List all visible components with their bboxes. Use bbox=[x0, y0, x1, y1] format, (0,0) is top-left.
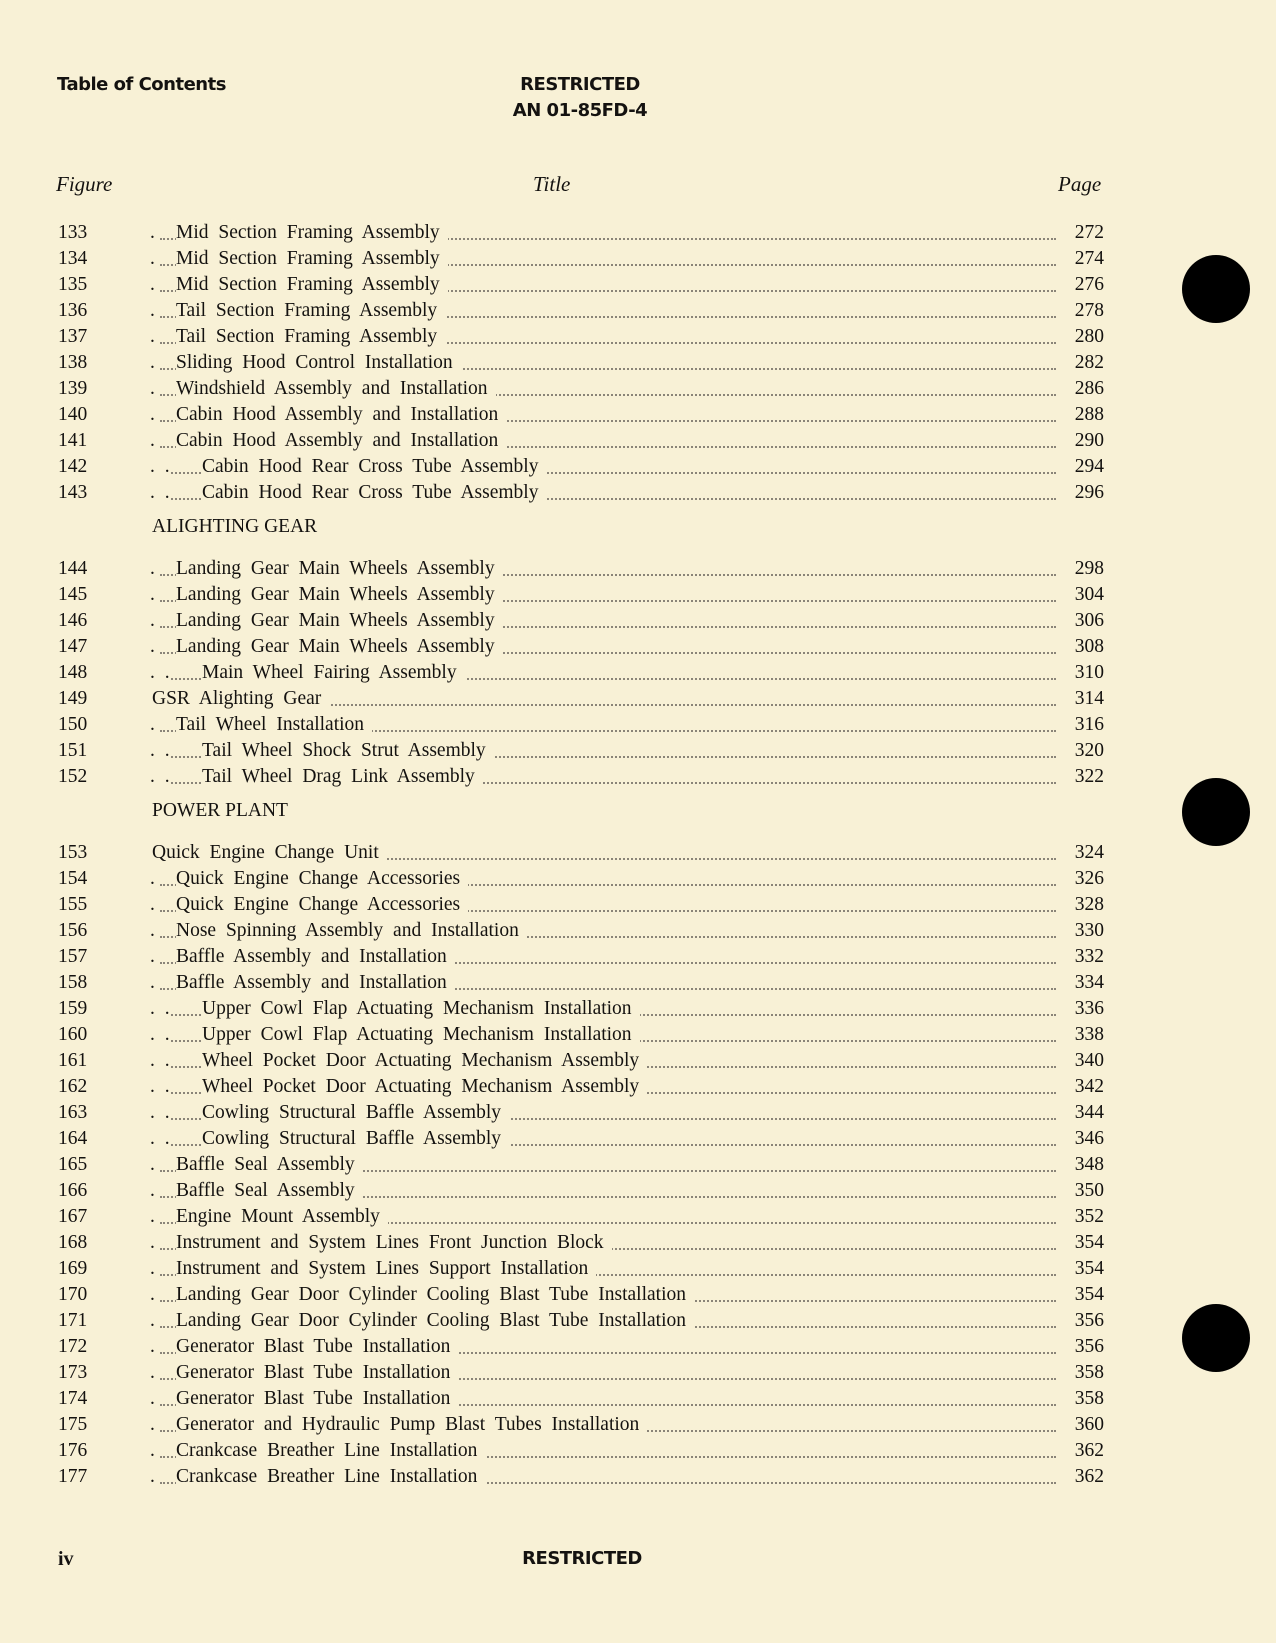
entry-title[interactable]: Main Wheel Fairing Assembly bbox=[202, 660, 465, 686]
figure-number: 164 bbox=[58, 1128, 88, 1149]
entry-level-dots: . bbox=[150, 1178, 155, 1204]
entry-level-dots: . bbox=[150, 1230, 155, 1256]
figure-number: 137 bbox=[58, 326, 88, 347]
entry-level-dots: . bbox=[150, 324, 155, 350]
entry-title[interactable]: Landing Gear Main Wheels Assembly bbox=[176, 608, 503, 634]
entry-level-dots: . bbox=[150, 1308, 155, 1334]
entry-title[interactable]: Landing Gear Main Wheels Assembly bbox=[176, 634, 503, 660]
toc-entry[interactable] bbox=[0, 480, 1276, 506]
entry-page: 280 bbox=[1074, 326, 1104, 347]
entry-page: 356 bbox=[1074, 1310, 1104, 1331]
figure-number: 167 bbox=[58, 1206, 88, 1227]
entry-title[interactable]: Generator Blast Tube Installation bbox=[176, 1334, 458, 1360]
figure-number: 165 bbox=[58, 1154, 88, 1175]
entry-title[interactable]: Quick Engine Change Unit bbox=[152, 840, 387, 866]
entry-title[interactable]: Tail Wheel Shock Strut Assembly bbox=[202, 738, 494, 764]
toc-entry[interactable] bbox=[0, 220, 1276, 246]
toc-entry[interactable] bbox=[0, 298, 1276, 324]
figure-number: 139 bbox=[58, 378, 88, 399]
toc-entry[interactable] bbox=[0, 634, 1276, 660]
document-number: AN 01-85FD-4 bbox=[512, 100, 648, 121]
entry-page: 324 bbox=[1074, 842, 1104, 863]
entry-title[interactable]: Mid Section Framing Assembly bbox=[176, 220, 448, 246]
entry-title[interactable]: Upper Cowl Flap Actuating Mechanism Installation bbox=[202, 996, 640, 1022]
entry-title[interactable]: Crankcase Breather Line Installation bbox=[176, 1464, 485, 1490]
entry-page: 334 bbox=[1074, 972, 1104, 993]
entry-level-dots: . bbox=[150, 1412, 155, 1438]
entry-title[interactable]: Cabin Hood Rear Cross Tube Assembly bbox=[202, 480, 546, 506]
entry-title[interactable]: Landing Gear Main Wheels Assembly bbox=[176, 582, 503, 608]
entry-page: 338 bbox=[1074, 1024, 1104, 1045]
entry-level-dots: . bbox=[150, 582, 155, 608]
entry-level-dots: . bbox=[150, 1360, 155, 1386]
toc-entry[interactable] bbox=[0, 272, 1276, 298]
entry-page: 294 bbox=[1074, 456, 1104, 477]
toc-entry[interactable] bbox=[0, 1464, 1276, 1490]
entry-page: 316 bbox=[1074, 714, 1104, 735]
toc-entry[interactable] bbox=[0, 996, 1276, 1022]
toc-entry[interactable] bbox=[0, 324, 1276, 350]
entry-level-dots: . . bbox=[150, 1100, 170, 1126]
toc-entry[interactable] bbox=[0, 608, 1276, 634]
toc-entry[interactable] bbox=[0, 944, 1276, 970]
figure-number: 142 bbox=[58, 456, 88, 477]
entry-level-dots: . bbox=[150, 1334, 155, 1360]
entry-title[interactable]: Tail Section Framing Assembly bbox=[176, 324, 445, 350]
toc-entry[interactable] bbox=[0, 1230, 1276, 1256]
toc-entry[interactable] bbox=[0, 1282, 1276, 1308]
figure-number: 161 bbox=[58, 1050, 88, 1071]
toc-entry[interactable] bbox=[0, 556, 1276, 582]
toc-entry[interactable] bbox=[0, 402, 1276, 428]
entry-page: 354 bbox=[1074, 1232, 1104, 1253]
entry-page: 276 bbox=[1074, 274, 1104, 295]
toc-entry[interactable] bbox=[0, 1022, 1276, 1048]
figure-number: 159 bbox=[58, 998, 88, 1019]
entry-page: 354 bbox=[1074, 1258, 1104, 1279]
entry-title[interactable]: Generator Blast Tube Installation bbox=[176, 1386, 458, 1412]
figure-number: 147 bbox=[58, 636, 88, 657]
figure-number: 158 bbox=[58, 972, 88, 993]
entry-title[interactable]: Cowling Structural Baffle Assembly bbox=[202, 1100, 509, 1126]
entry-page: 340 bbox=[1074, 1050, 1104, 1071]
figure-number: 171 bbox=[58, 1310, 88, 1331]
toc-entry[interactable] bbox=[0, 454, 1276, 480]
entry-level-dots: . . bbox=[150, 996, 170, 1022]
entry-level-dots: . bbox=[150, 944, 155, 970]
entry-page: 290 bbox=[1074, 430, 1104, 451]
entry-page: 344 bbox=[1074, 1102, 1104, 1123]
figure-number: 136 bbox=[58, 300, 88, 321]
toc-entry[interactable] bbox=[0, 918, 1276, 944]
figure-number: 162 bbox=[58, 1076, 88, 1097]
entry-level-dots: . . bbox=[150, 1048, 170, 1074]
toc-entry[interactable] bbox=[0, 764, 1276, 790]
figure-number: 156 bbox=[58, 920, 88, 941]
entry-title[interactable]: Engine Mount Assembly bbox=[176, 1204, 388, 1230]
figure-number: 175 bbox=[58, 1414, 88, 1435]
entry-level-dots: . bbox=[150, 1256, 155, 1282]
entry-level-dots: . bbox=[150, 556, 155, 582]
toc-entry[interactable] bbox=[0, 1412, 1276, 1438]
figure-number: 134 bbox=[58, 248, 88, 269]
entry-level-dots: . bbox=[150, 350, 155, 376]
entry-level-dots: . bbox=[150, 918, 155, 944]
toc-entry[interactable] bbox=[0, 660, 1276, 686]
entry-title[interactable]: Tail Section Framing Assembly bbox=[176, 298, 445, 324]
section-heading: POWER PLANT bbox=[152, 800, 288, 821]
figure-number: 169 bbox=[58, 1258, 88, 1279]
entry-title[interactable]: Cabin Hood Assembly and Installation bbox=[176, 428, 506, 454]
entry-page: 310 bbox=[1074, 662, 1104, 683]
figure-number: 144 bbox=[58, 558, 88, 579]
entry-title[interactable]: Landing Gear Door Cylinder Cooling Blast Tube Installation bbox=[176, 1308, 694, 1334]
section-heading: ALIGHTING GEAR bbox=[152, 516, 318, 537]
entry-level-dots: . . bbox=[150, 480, 170, 506]
figure-number: 172 bbox=[58, 1336, 88, 1357]
toc-entry[interactable] bbox=[0, 866, 1276, 892]
figure-number: 152 bbox=[58, 766, 88, 787]
entry-level-dots: . bbox=[150, 1386, 155, 1412]
figure-number: 148 bbox=[58, 662, 88, 683]
toc-entry[interactable] bbox=[0, 970, 1276, 996]
figure-number: 166 bbox=[58, 1180, 88, 1201]
entry-level-dots: . bbox=[150, 608, 155, 634]
entry-level-dots: . . bbox=[150, 1074, 170, 1100]
figure-number: 177 bbox=[58, 1466, 88, 1487]
entry-page: 346 bbox=[1074, 1128, 1104, 1149]
entry-title[interactable]: Cabin Hood Assembly and Installation bbox=[176, 402, 506, 428]
entry-page: 350 bbox=[1074, 1180, 1104, 1201]
entry-page: 348 bbox=[1074, 1154, 1104, 1175]
entry-page: 358 bbox=[1074, 1388, 1104, 1409]
toc-entry[interactable] bbox=[0, 1334, 1276, 1360]
entry-level-dots: . bbox=[150, 1464, 155, 1490]
entry-title[interactable]: Baffle Seal Assembly bbox=[176, 1152, 363, 1178]
entry-title[interactable]: Tail Wheel Installation bbox=[176, 712, 372, 738]
classification-mark: RESTRICTED bbox=[520, 74, 640, 95]
entry-title[interactable]: Baffle Assembly and Installation bbox=[176, 944, 455, 970]
entry-title[interactable]: Cabin Hood Rear Cross Tube Assembly bbox=[202, 454, 546, 480]
entry-title[interactable]: Wheel Pocket Door Actuating Mechanism Assembly bbox=[202, 1074, 647, 1100]
entry-level-dots: . bbox=[150, 298, 155, 324]
punch-hole bbox=[1182, 1304, 1250, 1372]
entry-page: 282 bbox=[1074, 352, 1104, 373]
entry-level-dots: . . bbox=[150, 454, 170, 480]
figure-number: 151 bbox=[58, 740, 88, 761]
entry-title[interactable]: Generator and Hydraulic Pump Blast Tubes Installation bbox=[176, 1412, 647, 1438]
entry-page: 314 bbox=[1074, 688, 1104, 709]
entry-page: 304 bbox=[1074, 584, 1104, 605]
entry-page: 286 bbox=[1074, 378, 1104, 399]
figure-number: 160 bbox=[58, 1024, 88, 1045]
entry-level-dots: . bbox=[150, 402, 155, 428]
entry-level-dots: . . bbox=[150, 738, 170, 764]
figure-number: 168 bbox=[58, 1232, 88, 1253]
figure-number: 157 bbox=[58, 946, 88, 967]
figure-number: 135 bbox=[58, 274, 88, 295]
entry-level-dots: . . bbox=[150, 660, 170, 686]
column-header-title: Title bbox=[533, 172, 571, 196]
entry-level-dots: . bbox=[150, 634, 155, 660]
entry-page: 330 bbox=[1074, 920, 1104, 941]
figure-number: 154 bbox=[58, 868, 88, 889]
entry-title[interactable]: Quick Engine Change Accessories bbox=[176, 892, 468, 918]
figure-number: 153 bbox=[58, 842, 88, 863]
entry-title[interactable]: Nose Spinning Assembly and Installation bbox=[176, 918, 527, 944]
entry-page: 336 bbox=[1074, 998, 1104, 1019]
entry-page: 274 bbox=[1074, 248, 1104, 269]
entry-level-dots: . bbox=[150, 428, 155, 454]
entry-page: 358 bbox=[1074, 1362, 1104, 1383]
figure-number: 141 bbox=[58, 430, 88, 451]
column-header-figure: Figure bbox=[56, 172, 113, 196]
toc-entry[interactable] bbox=[0, 428, 1276, 454]
toc-entry[interactable] bbox=[0, 738, 1276, 764]
entry-page: 362 bbox=[1074, 1466, 1104, 1487]
entry-level-dots: . bbox=[150, 712, 155, 738]
toc-entry[interactable] bbox=[0, 712, 1276, 738]
entry-page: 296 bbox=[1074, 482, 1104, 503]
entry-page: 356 bbox=[1074, 1336, 1104, 1357]
entry-level-dots: . . bbox=[150, 764, 170, 790]
entry-title[interactable]: Mid Section Framing Assembly bbox=[176, 246, 448, 272]
entry-title[interactable]: Landing Gear Main Wheels Assembly bbox=[176, 556, 503, 582]
entry-level-dots: . bbox=[150, 1204, 155, 1230]
figure-number: 163 bbox=[58, 1102, 88, 1123]
toc-entry[interactable] bbox=[0, 840, 1276, 866]
entry-level-dots: . bbox=[150, 1152, 155, 1178]
figure-number: 176 bbox=[58, 1440, 88, 1461]
entry-page: 278 bbox=[1074, 300, 1104, 321]
column-header-page: Page bbox=[1058, 172, 1102, 196]
entry-page: 360 bbox=[1074, 1414, 1104, 1435]
toc-entry[interactable] bbox=[0, 1438, 1276, 1464]
figure-number: 174 bbox=[58, 1388, 88, 1409]
figure-number: 145 bbox=[58, 584, 88, 605]
entry-title[interactable]: Tail Wheel Drag Link Assembly bbox=[202, 764, 483, 790]
toc-entry[interactable] bbox=[0, 1074, 1276, 1100]
entry-title[interactable]: Baffle Assembly and Installation bbox=[176, 970, 455, 996]
toc-entry[interactable] bbox=[0, 1152, 1276, 1178]
entry-title[interactable]: Upper Cowl Flap Actuating Mechanism Installation bbox=[202, 1022, 640, 1048]
toc-entry[interactable] bbox=[0, 582, 1276, 608]
entry-page: 332 bbox=[1074, 946, 1104, 967]
toc-entry[interactable] bbox=[0, 376, 1276, 402]
toc-entry[interactable] bbox=[0, 1308, 1276, 1334]
figure-number: 143 bbox=[58, 482, 88, 503]
figure-number: 146 bbox=[58, 610, 88, 631]
figure-number: 150 bbox=[58, 714, 88, 735]
entry-title[interactable]: Baffle Seal Assembly bbox=[176, 1178, 363, 1204]
entry-page: 298 bbox=[1074, 558, 1104, 579]
toc-entry[interactable] bbox=[0, 892, 1276, 918]
punch-hole bbox=[1182, 778, 1250, 846]
entry-level-dots: . bbox=[150, 272, 155, 298]
figure-number: 149 bbox=[58, 688, 88, 709]
entry-level-dots: . bbox=[150, 220, 155, 246]
toc-entry[interactable] bbox=[0, 1100, 1276, 1126]
entry-level-dots: . bbox=[150, 892, 155, 918]
entry-page: 288 bbox=[1074, 404, 1104, 425]
entry-title[interactable]: Cowling Structural Baffle Assembly bbox=[202, 1126, 509, 1152]
toc-entry[interactable] bbox=[0, 350, 1276, 376]
entry-title[interactable]: Instrument and System Lines Support Installation bbox=[176, 1256, 596, 1282]
entry-title[interactable]: GSR Alighting Gear bbox=[152, 686, 329, 712]
entry-page: 308 bbox=[1074, 636, 1104, 657]
punch-hole bbox=[1182, 255, 1250, 323]
entry-title[interactable]: Windshield Assembly and Installation bbox=[176, 376, 496, 402]
toc-entry[interactable] bbox=[0, 1386, 1276, 1412]
entry-page: 328 bbox=[1074, 894, 1104, 915]
entry-level-dots: . bbox=[150, 970, 155, 996]
figure-number: 138 bbox=[58, 352, 88, 373]
entry-page: 362 bbox=[1074, 1440, 1104, 1461]
entry-page: 306 bbox=[1074, 610, 1104, 631]
entry-title[interactable]: Generator Blast Tube Installation bbox=[176, 1360, 458, 1386]
entry-page: 326 bbox=[1074, 868, 1104, 889]
entry-page: 320 bbox=[1074, 740, 1104, 761]
entry-page: 322 bbox=[1074, 766, 1104, 787]
page-number: iv bbox=[58, 1548, 74, 1570]
entry-title[interactable]: Instrument and System Lines Front Junction Block bbox=[176, 1230, 612, 1256]
figure-number: 140 bbox=[58, 404, 88, 425]
entry-title[interactable]: Wheel Pocket Door Actuating Mechanism Assembly bbox=[202, 1048, 647, 1074]
entry-page: 354 bbox=[1074, 1284, 1104, 1305]
toc-entry[interactable] bbox=[0, 1360, 1276, 1386]
figure-number: 155 bbox=[58, 894, 88, 915]
toc-entry[interactable] bbox=[0, 1048, 1276, 1074]
figure-number: 173 bbox=[58, 1362, 88, 1383]
entry-page: 342 bbox=[1074, 1076, 1104, 1097]
entry-level-dots: . bbox=[150, 246, 155, 272]
entry-level-dots: . bbox=[150, 866, 155, 892]
entry-title[interactable]: Quick Engine Change Accessories bbox=[176, 866, 468, 892]
entry-level-dots: . bbox=[150, 376, 155, 402]
toc-entry[interactable] bbox=[0, 1126, 1276, 1152]
entry-title[interactable]: Crankcase Breather Line Installation bbox=[176, 1438, 485, 1464]
entry-level-dots: . . bbox=[150, 1022, 170, 1048]
figure-number: 133 bbox=[58, 222, 88, 243]
entry-page: 352 bbox=[1074, 1206, 1104, 1227]
toc-entry[interactable] bbox=[0, 246, 1276, 272]
running-head-left: Table of Contents bbox=[57, 74, 226, 95]
entry-title[interactable]: Mid Section Framing Assembly bbox=[176, 272, 448, 298]
entry-level-dots: . bbox=[150, 1438, 155, 1464]
toc-entry[interactable] bbox=[0, 686, 1276, 712]
toc-entry[interactable] bbox=[0, 1178, 1276, 1204]
toc-entry[interactable] bbox=[0, 1204, 1276, 1230]
entry-level-dots: . bbox=[150, 1282, 155, 1308]
entry-level-dots: . . bbox=[150, 1126, 170, 1152]
table-of-contents bbox=[0, 220, 1276, 1490]
footer-classification-mark: RESTRICTED bbox=[522, 1548, 642, 1569]
entry-title[interactable]: Landing Gear Door Cylinder Cooling Blast Tube Installation bbox=[176, 1282, 694, 1308]
entry-page: 272 bbox=[1074, 222, 1104, 243]
toc-entry[interactable] bbox=[0, 1256, 1276, 1282]
entry-title[interactable]: Sliding Hood Control Installation bbox=[176, 350, 461, 376]
figure-number: 170 bbox=[58, 1284, 88, 1305]
